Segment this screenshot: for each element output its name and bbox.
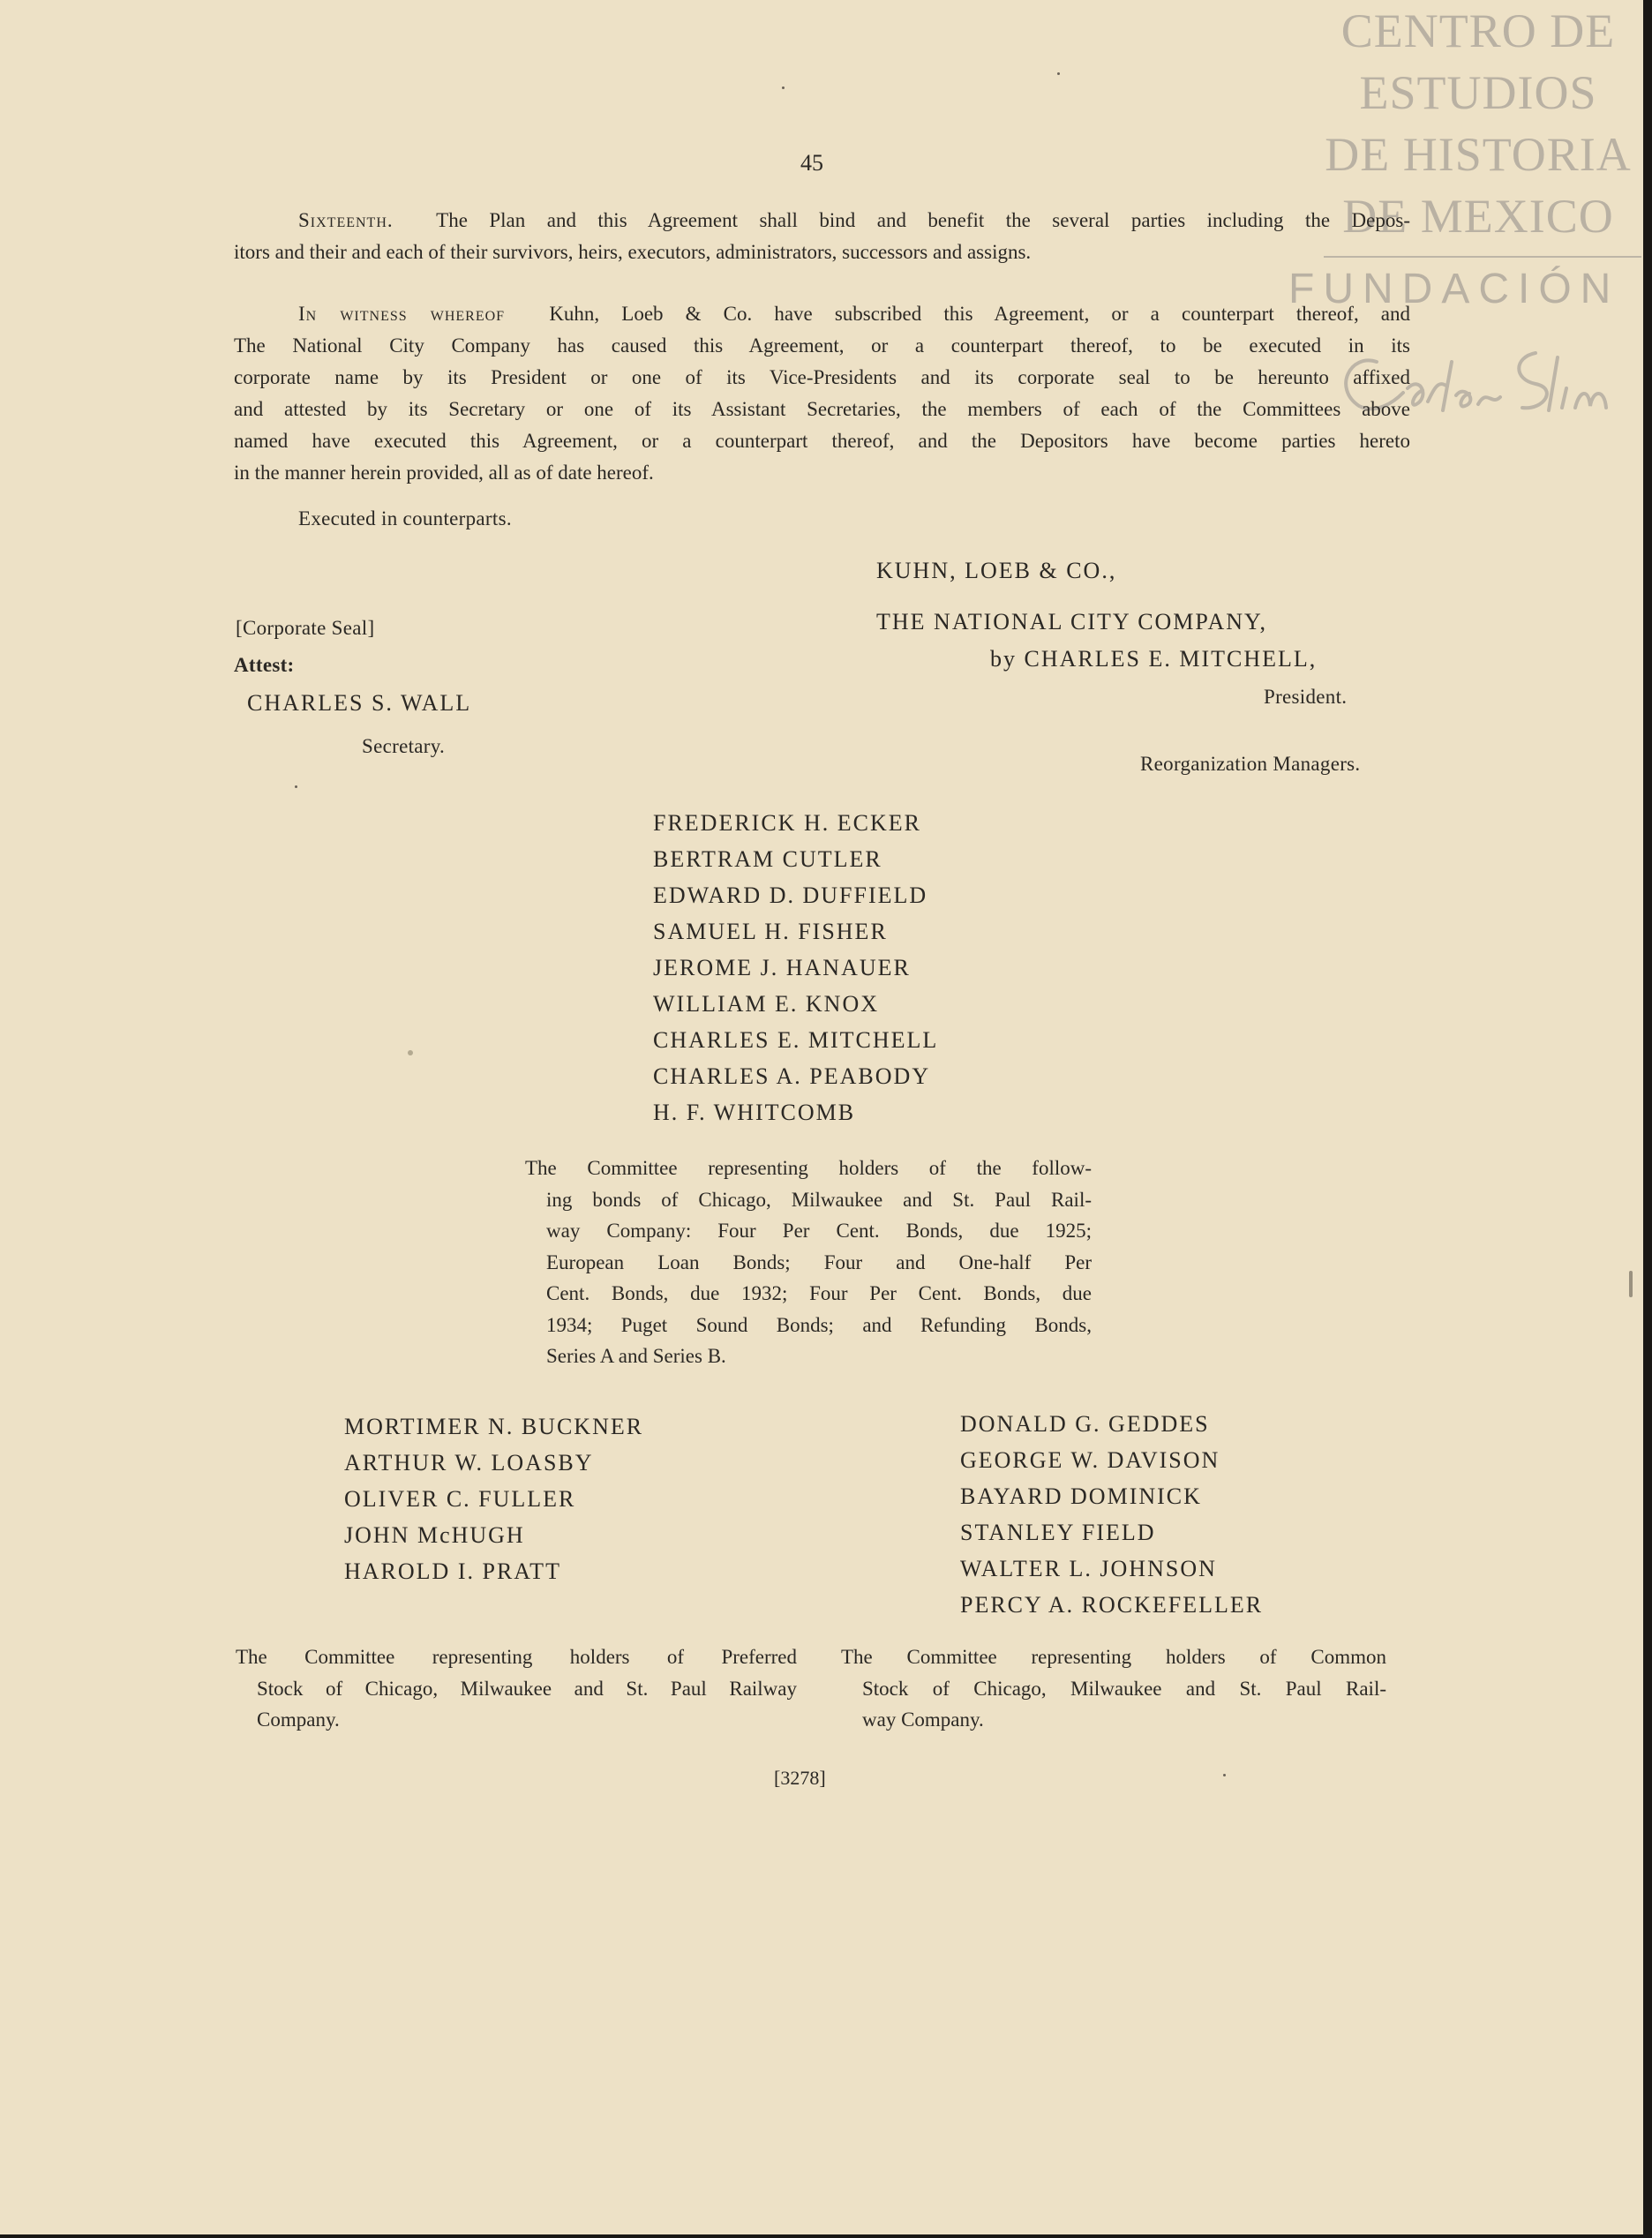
description-line: Stock of Chicago, Milwaukee and St. Paul Railway <box>257 1677 797 1700</box>
member-name: PERCY A. ROCKEFELLER <box>960 1592 1264 1618</box>
preferred-committee-members <box>344 1408 643 1589</box>
watermark-fundacion: FUNDACIÓN <box>1288 266 1620 312</box>
description-line: Cent. Bonds, due 1932; Four Per Cent. Bonds, due <box>546 1282 1092 1304</box>
member-name: CHARLES A. PEABODY <box>653 1063 931 1089</box>
member-name: FREDERICK H. ECKER <box>653 810 921 836</box>
member-name: BERTRAM CUTLER <box>653 846 882 872</box>
witness-line-4: and attested by its Secretary or one of its Assistant Secretaries, the members of each of the Committees above <box>234 398 1410 420</box>
description-line: way Company: Four Per Cent. Bonds, due 1925; <box>546 1220 1092 1242</box>
description-line: way Company. <box>862 1709 984 1731</box>
president-title: President. <box>1264 686 1348 708</box>
description-line: ing bonds of Chicago, Milwaukee and St. Paul Rail- <box>546 1188 1092 1211</box>
paper-speck <box>1057 72 1060 75</box>
member-name: MORTIMER N. BUCKNER <box>344 1414 644 1439</box>
member-name: OLIVER C. FULLER <box>344 1486 576 1512</box>
witness-line-6: in the manner herein provided, all as of date hereof. <box>234 462 654 484</box>
witness-line-3: corporate name by its President or one of its Vice-Presidents and its corporate seal to be hereunto affixed <box>234 366 1410 388</box>
paragraph-sixteenth <box>234 205 1410 268</box>
secretary-title: Secretary. <box>362 735 446 757</box>
member-name: ARTHUR W. LOASBY <box>344 1450 594 1476</box>
description-line: Series A and Series B. <box>546 1345 726 1367</box>
watermark-line-4: DE MEXICO <box>1342 190 1614 243</box>
corporate-seal: [Corporate Seal] <box>236 617 375 639</box>
member-name: GEORGE W. DAVISON <box>960 1447 1220 1473</box>
sixteenth-line-2: itors and their and each of their survivors, heirs, executors, administrators, successors and assigns. <box>234 241 1032 263</box>
bond-committee-description <box>525 1153 1092 1372</box>
member-name: JEROME J. HANAUER <box>653 955 911 980</box>
executed-line: Executed in counterparts. <box>298 507 512 529</box>
reorganization-managers: Reorganization Managers. <box>1140 753 1361 775</box>
member-name: H. F. WHITCOMB <box>653 1100 856 1125</box>
sixteenth-line-1: The Plan and this Agreement shall bind and benefit the several parties including the Depos- <box>436 209 1410 231</box>
paragraph-witness <box>234 298 1410 489</box>
description-line: 1934; Puget Sound Bonds; and Refunding Bonds, <box>546 1313 1092 1336</box>
signature-by-mitchell: by CHARLES E. MITCHELL, <box>990 646 1318 672</box>
preferred-committee-description <box>236 1641 797 1736</box>
common-committee-members <box>960 1406 1263 1623</box>
description-line: Stock of Chicago, Milwaukee and St. Paul Rail- <box>862 1677 1386 1700</box>
signature-national-city: THE NATIONAL CITY COMPANY, <box>876 609 1267 635</box>
description-line: Company. <box>257 1709 340 1731</box>
member-name: WILLIAM E. KNOX <box>653 991 880 1017</box>
description-line: The Committee representing holders of the follow- <box>525 1157 1092 1179</box>
paper-speck <box>295 785 297 788</box>
member-name: SAMUEL H. FISHER <box>653 919 888 944</box>
paper-speck <box>1223 1774 1226 1776</box>
paper-speck <box>782 86 785 89</box>
paper-speck <box>1629 1271 1633 1297</box>
description-line: The Committee representing holders of Preferred <box>236 1646 797 1668</box>
signature-kuhn-loeb: KUHN, LOEB & CO., <box>876 558 1117 583</box>
member-name: STANLEY FIELD <box>960 1520 1156 1545</box>
signature-wall: CHARLES S. WALL <box>247 690 472 716</box>
member-name: DONALD G. GEDDES <box>960 1411 1210 1437</box>
description-line: The Committee representing holders of Common <box>841 1646 1386 1668</box>
page-number: 45 <box>800 150 823 176</box>
member-name: HAROLD I. PRATT <box>344 1558 561 1584</box>
watermark-line-3: DE HISTORIA <box>1325 128 1632 181</box>
scan-edge <box>0 2234 1652 2238</box>
member-name: BAYARD DOMINICK <box>960 1483 1202 1509</box>
watermark-line-2: ESTUDIOS <box>1359 66 1597 119</box>
sixteenth-lead: Sixteenth. <box>298 209 394 231</box>
member-name: EDWARD D. DUFFIELD <box>653 882 928 908</box>
watermark-line-1: CENTRO DE <box>1340 4 1616 57</box>
paper-speck <box>408 1050 413 1055</box>
witness-lead: In witness whereof <box>298 303 506 325</box>
common-committee-description <box>841 1641 1386 1736</box>
description-line: European Loan Bonds; Four and One-half Per <box>546 1250 1092 1273</box>
attest-label: Attest: <box>234 654 295 676</box>
member-name: WALTER L. JOHNSON <box>960 1556 1217 1581</box>
footer-code: [3278] <box>774 1767 826 1789</box>
witness-line-2: The National City Company has caused this Agreement, or a counterpart thereof, to be executed in its <box>234 334 1410 357</box>
bond-committee-members <box>653 805 938 1130</box>
witness-line-1: Kuhn, Loeb & Co. have subscribed this Agreement, or a counterpart thereof, and <box>549 303 1411 325</box>
member-name: JOHN McHUGH <box>344 1522 525 1548</box>
witness-line-5: named have executed this Agreement, or a counterpart thereof, and the Depositors have become parties hereto <box>234 430 1410 452</box>
member-name: CHARLES E. MITCHELL <box>653 1027 939 1053</box>
